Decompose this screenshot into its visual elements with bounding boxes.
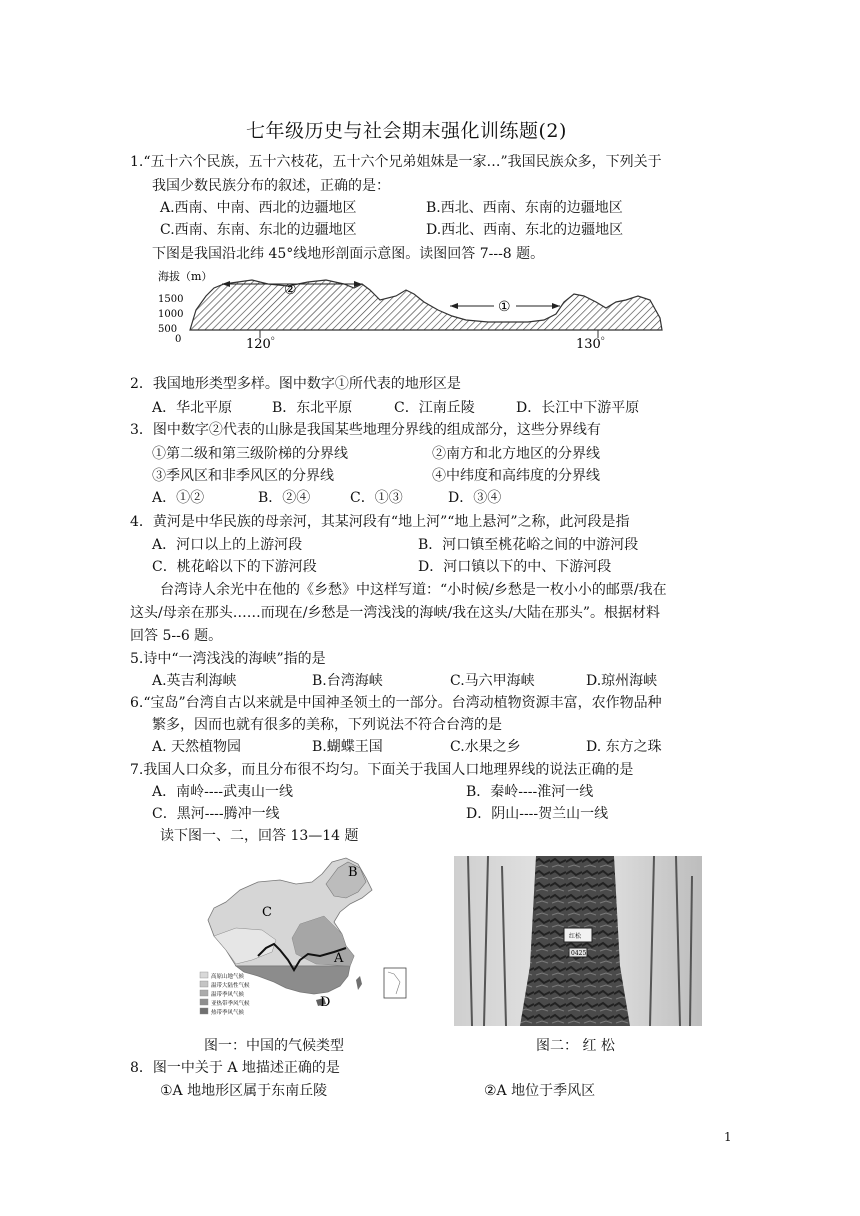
q2-option-d: D．长江中下游平原 — [516, 400, 640, 416]
terrain-profile-shape — [190, 280, 662, 330]
q6-stem-line2: 繁多，因而也就有很多的美称，下列说法不符合台湾的是 — [152, 717, 502, 733]
legend-label-1: 高原山地气候 — [211, 974, 245, 980]
q6-stem-line1: 6.“宝岛”台湾自古以来就是中国神圣领土的一部分。台湾动植物资源丰富，农作物品种 — [130, 695, 662, 711]
range-1-mark: ① — [498, 299, 511, 315]
profile-x-130: 130゜ — [576, 337, 614, 352]
q1-option-a: A.西南、中南、西北的边疆地区 — [160, 200, 357, 216]
range-2-mark: ② — [284, 282, 297, 298]
q7-option-b: B．秦岭----淮河一线 — [466, 784, 594, 800]
q2-stem: 2．我国地形类型多样。图中数字①所代表的地形区是 — [130, 376, 461, 392]
profile-tick-0: 0 — [175, 334, 182, 345]
profile-tick-1500: 1500 — [158, 294, 184, 305]
poem-passage-line3: 回答 5--6 题。 — [130, 628, 223, 644]
q1-option-c: C.西南、东南、东北的边疆地区 — [160, 222, 357, 238]
q5-option-b: B.台湾海峡 — [312, 673, 383, 689]
range-1-arrowhead-left — [450, 303, 458, 309]
profile-x-120: 120゜ — [246, 337, 284, 352]
q3-option-c: C．①③ — [350, 490, 403, 506]
legend-swatch-3 — [200, 990, 208, 996]
q6-option-c: C.水果之乡 — [450, 739, 521, 755]
profile-intro: 下图是我国沿北纬 45°线地形剖面示意图。读图回答 7---8 题。 — [152, 246, 545, 262]
q4-option-c: C．桃花峪以下的下游河段 — [152, 559, 317, 575]
q7-option-d: D．阴山----贺兰山一线 — [466, 806, 609, 822]
q3-statement-4: ④中纬度和高纬度的分界线 — [432, 468, 600, 484]
q7-option-c: C．黑河----腾冲一线 — [152, 806, 280, 822]
q3-option-a: A．①② — [152, 490, 205, 506]
legend-label-5: 热带季风气候 — [211, 1010, 245, 1016]
figure-2-caption: 图二： 红 松 — [536, 1038, 615, 1054]
legend-swatch-2 — [200, 981, 208, 987]
q3-stem: 3．图中数字②代表的山脉是我国某些地理分界线的组成部分，这些分界线有 — [130, 422, 601, 438]
map-label-b: B — [348, 865, 358, 880]
map-label-c: C — [262, 905, 272, 920]
q2-option-c: C．江南丘陵 — [394, 400, 475, 416]
q7-stem: 7.我国人口众多，而且分布很不均匀。下面关于我国人口地理界线的说法正确的是 — [130, 762, 634, 778]
map-legend — [200, 972, 250, 1016]
legend-swatch-1 — [200, 972, 208, 978]
q5-option-c: C.马六甲海峡 — [450, 673, 535, 689]
range-1-arrowhead-right — [552, 303, 560, 309]
map-label-d: D — [320, 995, 331, 1010]
q4-option-b: B．河口镇至桃花峪之间的中游河段 — [418, 537, 639, 553]
q3-statement-1: ①第二级和第三级阶梯的分界线 — [152, 446, 348, 462]
q4-option-d: D．河口镇以下的中、下游河段 — [418, 559, 612, 575]
legend-label-2: 温带大陆性气候 — [211, 983, 250, 989]
legend-swatch-4 — [200, 999, 208, 1005]
legend-swatch-5 — [200, 1008, 208, 1014]
profile-ylabel: 海拔（m） — [158, 270, 213, 283]
q3-option-b: B．②④ — [258, 490, 311, 506]
poem-passage-line2: 这头/母亲在那头……而现在/乡愁是一湾浅浅的海峡/我在这头/大陆在那头”。根据材料 — [130, 605, 661, 621]
profile-tick-500: 500 — [158, 324, 178, 335]
figure-1-caption: 图一：中国的气候类型 — [204, 1038, 344, 1054]
tree-sign-text: 红松 — [569, 933, 582, 940]
terrain-profile-figure — [148, 266, 668, 354]
q2-option-b: B．东北平原 — [272, 400, 353, 416]
profile-tick-1000: 1000 — [158, 309, 184, 320]
q8-statement-1: ①A 地地形区属于东南丘陵 — [160, 1083, 328, 1099]
q8-statement-2: ②A 地位于季风区 — [484, 1083, 596, 1099]
q5-option-d: D.琼州海峡 — [586, 673, 658, 689]
q5-option-a: A.英吉利海峡 — [152, 673, 237, 689]
q1-option-b: B.西北、西南、东南的边疆地区 — [426, 200, 623, 216]
q6-option-d: D. 东方之珠 — [586, 739, 662, 755]
map-label-a: A — [334, 951, 344, 966]
q1-stem-line2: 我国少数民族分布的叙述，正确的是： — [152, 178, 390, 194]
china-climate-map — [196, 852, 416, 1024]
red-pine-photo — [454, 856, 702, 1026]
q6-option-a: A. 天然植物园 — [152, 739, 242, 755]
legend-label-3: 温带季风气候 — [211, 992, 245, 998]
page-title: 七年级历史与社会期末强化训练题(2) — [246, 120, 567, 142]
q3-option-d: D．③④ — [448, 490, 502, 506]
tree-tag-number: 0425 — [571, 950, 587, 957]
q3-statement-3: ③季风区和非季风区的分界线 — [152, 468, 334, 484]
taiwan-island — [356, 976, 362, 990]
q1-option-d: D.西北、西南、东北的边疆地区 — [426, 222, 624, 238]
q8-stem: 8．图一中关于 A 地描述正确的是 — [130, 1060, 340, 1076]
q5-stem: 5.诗中“一湾浅浅的海峡”指的是 — [130, 651, 326, 667]
q3-statement-2: ②南方和北方地区的分界线 — [432, 446, 600, 462]
legend-label-4: 亚热带季风气候 — [211, 1001, 250, 1007]
q1-stem-line1: 1.“五十六个民族，五十六枝花，五十六个兄弟姐妹是一家…”我国民族众多，下列关于 — [130, 154, 662, 170]
q7-option-a: A．南岭----武夷山一线 — [152, 784, 294, 800]
figures-intro: 读下图一、二，回答 13—14 题 — [160, 828, 359, 844]
page-number: 1 — [724, 1130, 732, 1144]
q4-stem: 4．黄河是中华民族的母亲河，其某河段有“地上河”“地上悬河”之称，此河段是指 — [130, 514, 630, 530]
q4-option-a: A．河口以上的上游河段 — [152, 537, 303, 553]
q6-option-b: B.蝴蝶王国 — [312, 739, 383, 755]
south-china-sea-inset — [384, 968, 406, 998]
q2-option-a: A．华北平原 — [152, 400, 233, 416]
poem-passage-line1: 台湾诗人余光中在他的《乡愁》中这样写道：“小时候/乡愁是一枚小小的邮票/我在 — [160, 582, 667, 598]
